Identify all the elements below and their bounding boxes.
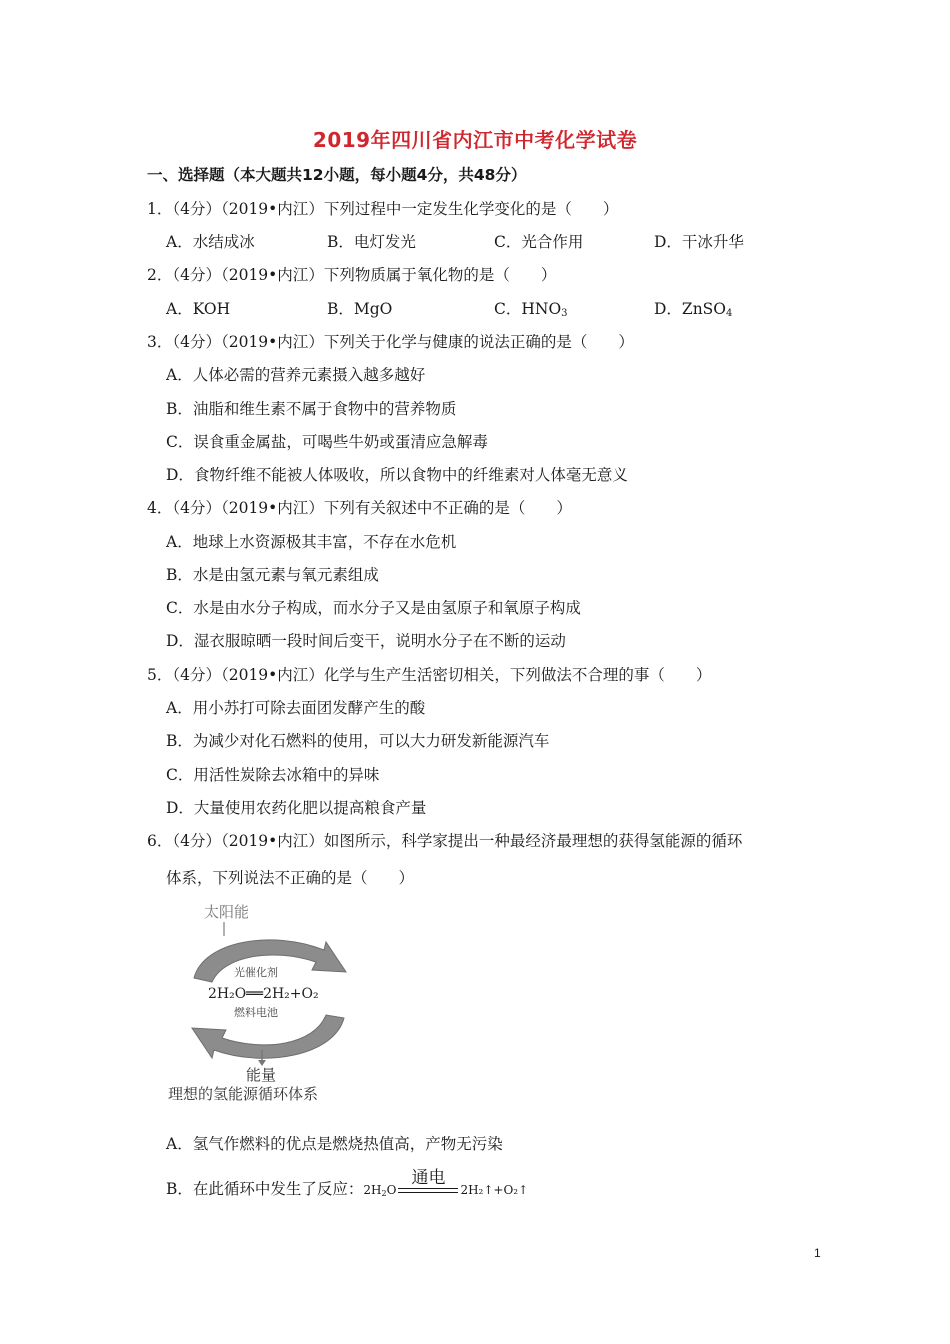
q6-option-a: A．氢气作燃料的优点是燃烧热值高，产物无污染 (166, 1135, 503, 1153)
q6-option-b-text: B．在此循环中发生了反应： (166, 1180, 364, 1198)
section-heading: 一、选择题（本大题共12小题，每小题4分，共48分） (147, 166, 527, 184)
question-5-stem: 5．（4分）（2019•内江）化学与生产生活密切相关，下列做法不合理的事（ ） (147, 666, 712, 684)
q4-option-a: A．地球上水资源极其丰富，不存在水危机 (166, 533, 457, 551)
reaction-reactant: $2H_2O$ (363, 1183, 397, 1198)
q3-option-b: B．油脂和维生素不属于食物中的营养物质 (166, 400, 457, 418)
question-4-stem: 4．（4分）（2019•内江）下列有关叙述中不正确的是（ ） (147, 499, 572, 517)
reaction-products: 2H₂↑+O₂↑ (460, 1183, 529, 1197)
q2-option-c: C．$HNO_3$ (494, 300, 568, 319)
diagram-top-label: 太阳能 (204, 903, 250, 921)
q1-option-a: A．水结成冰 (166, 233, 255, 251)
q5-option-a: A．用小苏打可除去面团发酵产生的酸 (166, 699, 426, 717)
q4-option-c: C．水是由水分子构成，而水分子又是由氢原子和氧原子构成 (166, 599, 581, 617)
q3-option-d: D．食物纤维不能被人体吸收，所以食物中的纤维素对人体毫无意义 (166, 466, 628, 484)
q3-option-c: C．误食重金属盐，可喝些牛奶或蛋清应急解毒 (166, 433, 488, 451)
q2-option-d: D．ZnSO$_4$ (654, 300, 733, 319)
page-number: 1 (814, 1246, 821, 1260)
q1-option-b: B．电灯发光 (327, 233, 416, 251)
hydrogen-cycle-diagram (164, 900, 374, 1105)
question-6-stem: 6．（4分）（2019•内江）如图所示，科学家提出一种最经济最理想的获得氢能源的循环 (147, 832, 743, 850)
diagram-equation: 2H₂O══2H₂+O₂ (208, 986, 319, 1002)
q1-option-c: C．光合作用 (494, 233, 584, 251)
reaction-equals-sign (398, 1168, 458, 1195)
q6-option-b (166, 1168, 529, 1199)
q2-option-a: A．KOH (166, 300, 231, 318)
page-title: 2019年四川省内江市中考化学试卷 (312, 128, 638, 152)
lower-cycle-arrow (192, 1015, 344, 1058)
diagram-fuel-cell-label: 燃料电池 (234, 1006, 278, 1019)
q4-option-b: B．水是由氢元素与氧元素组成 (166, 566, 379, 584)
diagram-catalyst-label: 光催化剂 (234, 966, 278, 979)
hydrogen-cycle-figure (164, 900, 374, 1105)
q4-option-d: D．湿衣服晾晒一段时间后变干，说明水分子在不断的运动 (166, 632, 566, 650)
q2-option-b: B．MgO (327, 300, 393, 318)
reaction-condition: 通电 (411, 1168, 446, 1188)
question-1-stem: 1．（4分）（2019•内江）下列过程中一定发生化学变化的是（ ） (147, 200, 619, 218)
q5-option-d: D．大量使用农药化肥以提高粮食产量 (166, 799, 427, 817)
q5-option-b: B．为减少对化石燃料的使用，可以大力研发新能源汽车 (166, 732, 550, 750)
q5-option-c: C．用活性炭除去冰箱中的异味 (166, 766, 380, 784)
question-6-stem-continued: 体系，下列说法不正确的是（ ） (166, 869, 415, 887)
diagram-caption: 理想的氢能源循环体系 (168, 1085, 319, 1103)
q1-option-d: D．干冰升华 (654, 233, 744, 251)
question-2-stem: 2．（4分）（2019•内江）下列物质属于氧化物的是（ ） (147, 266, 557, 284)
question-3-stem: 3．（4分）（2019•内江）下列关于化学与健康的说法正确的是（ ） (147, 333, 634, 351)
q3-option-a: A．人体必需的营养元素摄入越多越好 (166, 366, 426, 384)
diagram-bottom-label: 能量 (246, 1066, 277, 1084)
